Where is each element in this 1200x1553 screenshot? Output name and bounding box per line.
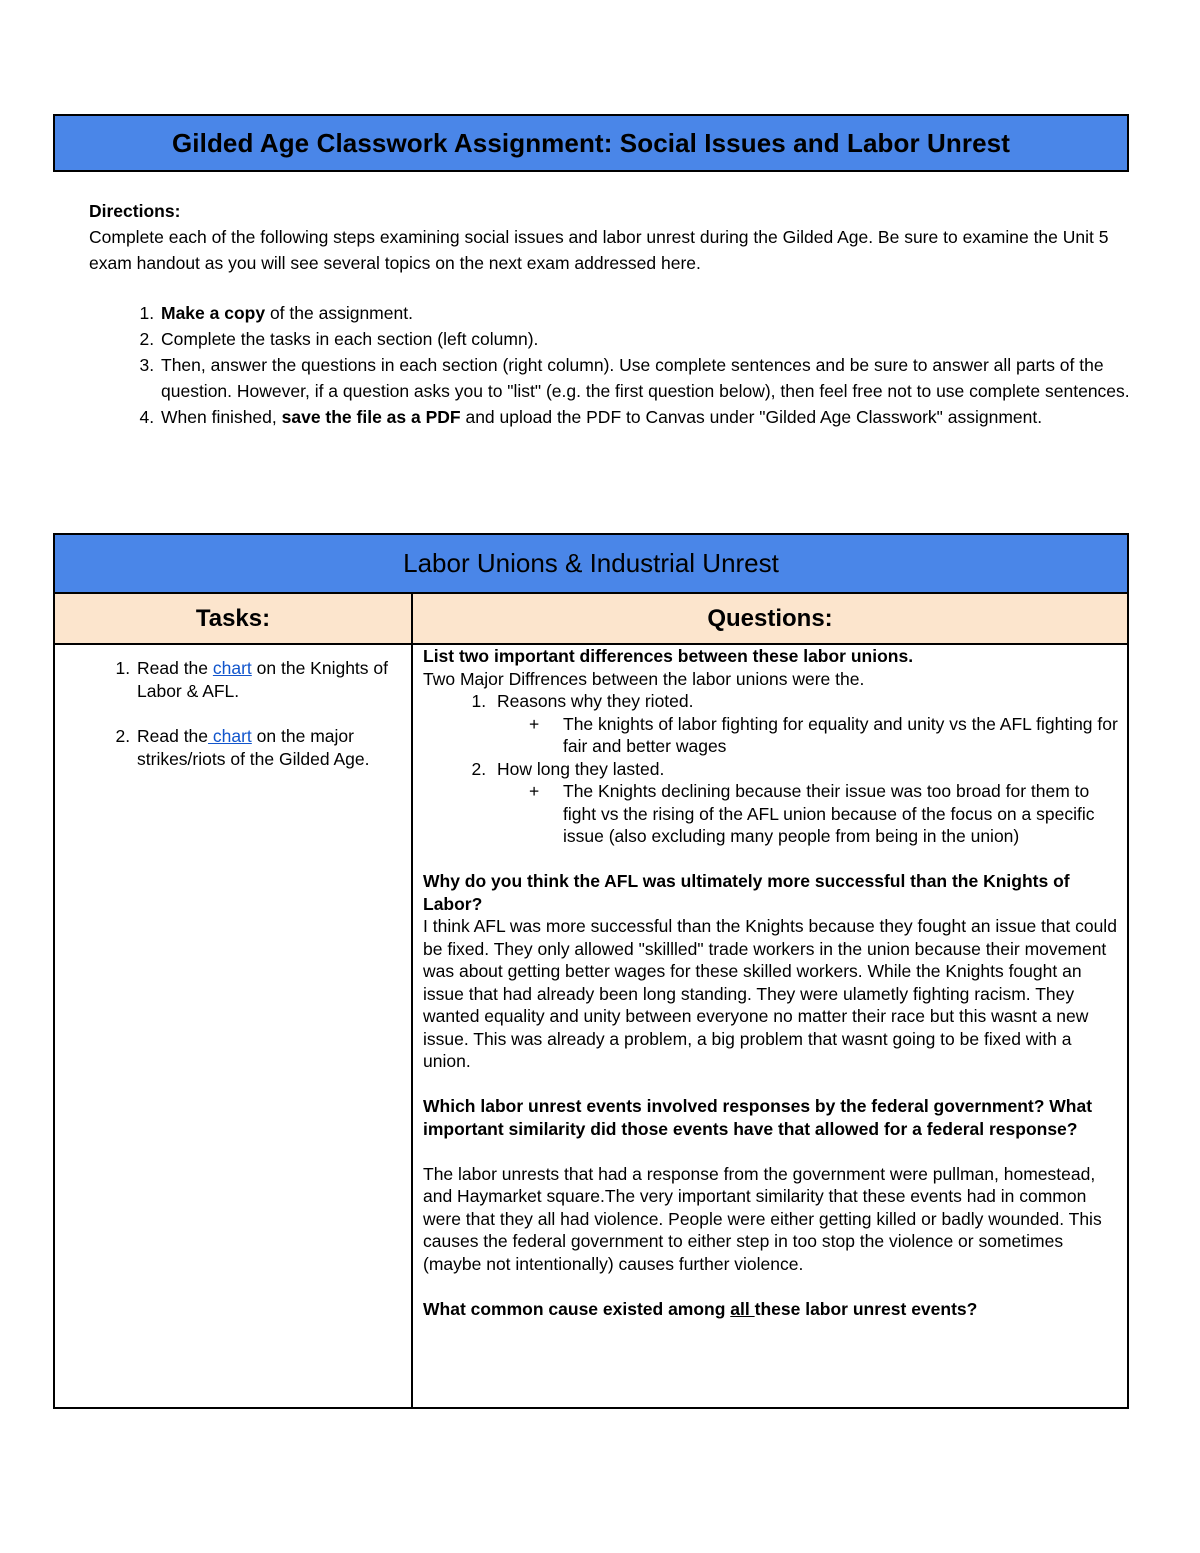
answer-1-detail: + The knights of labor fighting for equality and unity vs the AFL fighting for fair and better wages <box>529 713 1118 756</box>
assignment-title: Gilded Age Classwork Assignment: Social Issues and Labor Unrest <box>53 114 1129 172</box>
task-item: 1. Read the chart on the Knights of Labor & AFL. <box>135 657 401 703</box>
step-item: 3. Then, answer the questions in each section (right column). Use complete sentences and be sure to answer all parts of the question. However, if a question asks you to "list" (e.g. the first question below), then feel free not to use complete sentences. <box>159 352 1134 404</box>
column-divider <box>411 643 413 1407</box>
directions-label: Directions: <box>89 201 181 221</box>
tasks-header: Tasks: <box>55 594 413 645</box>
question-2: Why do you think the AFL was ultimately more successful than the Knights of Labor? <box>423 871 1070 914</box>
directions-steps <box>89 300 1134 430</box>
answer-2: I think AFL was more successful than the Knights because they fought an issue that could be fixed. They only allowed "skillled" trade workers in the union because their movement was about getting better wages for these skilled workers. While the Knights fought an issue that had already been long standing. They were ulametly fighting racism. They wanted equality and unity between everyone no matter their race but this wasnt a new issue. This was already a problem, a big problem that wasnt going to be fixed with a union. <box>423 916 1117 1071</box>
answer-1-detail: + The Knights declining because their issue was too broad for them to fight vs the rising of the AFL union because of the focus on a specific issue (also excluding many people from being in the union) <box>529 781 1095 846</box>
step-item: 4. When finished, save the file as a PDF and upload the PDF to Canvas under "Gilded Age Classwork" assignment. <box>159 404 1134 430</box>
questions-header: Questions: <box>413 594 1127 645</box>
step-item: 1. Make a copy of the assignment. <box>159 300 1134 326</box>
section-title: Labor Unions & Industrial Unrest <box>55 535 1127 594</box>
directions-block <box>89 198 1134 430</box>
task-item: 2. Read the chart on the major strikes/riots of the Gilded Age. <box>135 725 401 771</box>
answer-1-list <box>423 690 1123 848</box>
strikes-chart-link[interactable]: chart <box>208 726 252 746</box>
question-4: What common cause existed among all these labor unrest events? <box>423 1298 978 1319</box>
question-3: Which labor unrest events involved responses by the federal government? What important similarity did those events have that allowed for a federal response? <box>423 1096 1093 1139</box>
tasks-cell <box>55 645 411 793</box>
step-item: 2. Complete the tasks in each section (left column). <box>159 326 1134 352</box>
answer-1-item: 2. How long they lasted. + The Knights declining because their issue was too broad for them to fight vs the rising of the AFL union because of the focus on a specific issue (also excluding many people from being in the union) <box>491 758 1123 848</box>
directions-intro: Complete each of the following steps examining social issues and labor unrest during the Gilded Age. Be sure to examine the Unit 5 exam handout as you will see several topics on the next exam addressed here. <box>89 227 1109 273</box>
answer-1-item: 1. Reasons why they rioted. + The knights of labor fighting for equality and unity vs the AFL fighting for fair and better wages <box>491 690 1123 758</box>
question-1: List two important differences between these labor unions. <box>423 646 914 666</box>
labor-unions-table <box>53 533 1129 1409</box>
knights-afl-chart-link[interactable]: chart <box>212 658 252 678</box>
answer-1-intro: Two Major Diffrences between the labor unions were the. <box>423 668 865 689</box>
questions-cell <box>423 645 1123 1320</box>
answer-3: The labor unrests that had a response from the government were pullman, homestead, and Haymarket square.The very important similarity that these events had in common were that they all had violence. People were either getting killed or badly wounded. This causes the federal government to either step in too stop the violence or sometimes (maybe not intentionally) causes further violence. <box>423 1163 1102 1274</box>
